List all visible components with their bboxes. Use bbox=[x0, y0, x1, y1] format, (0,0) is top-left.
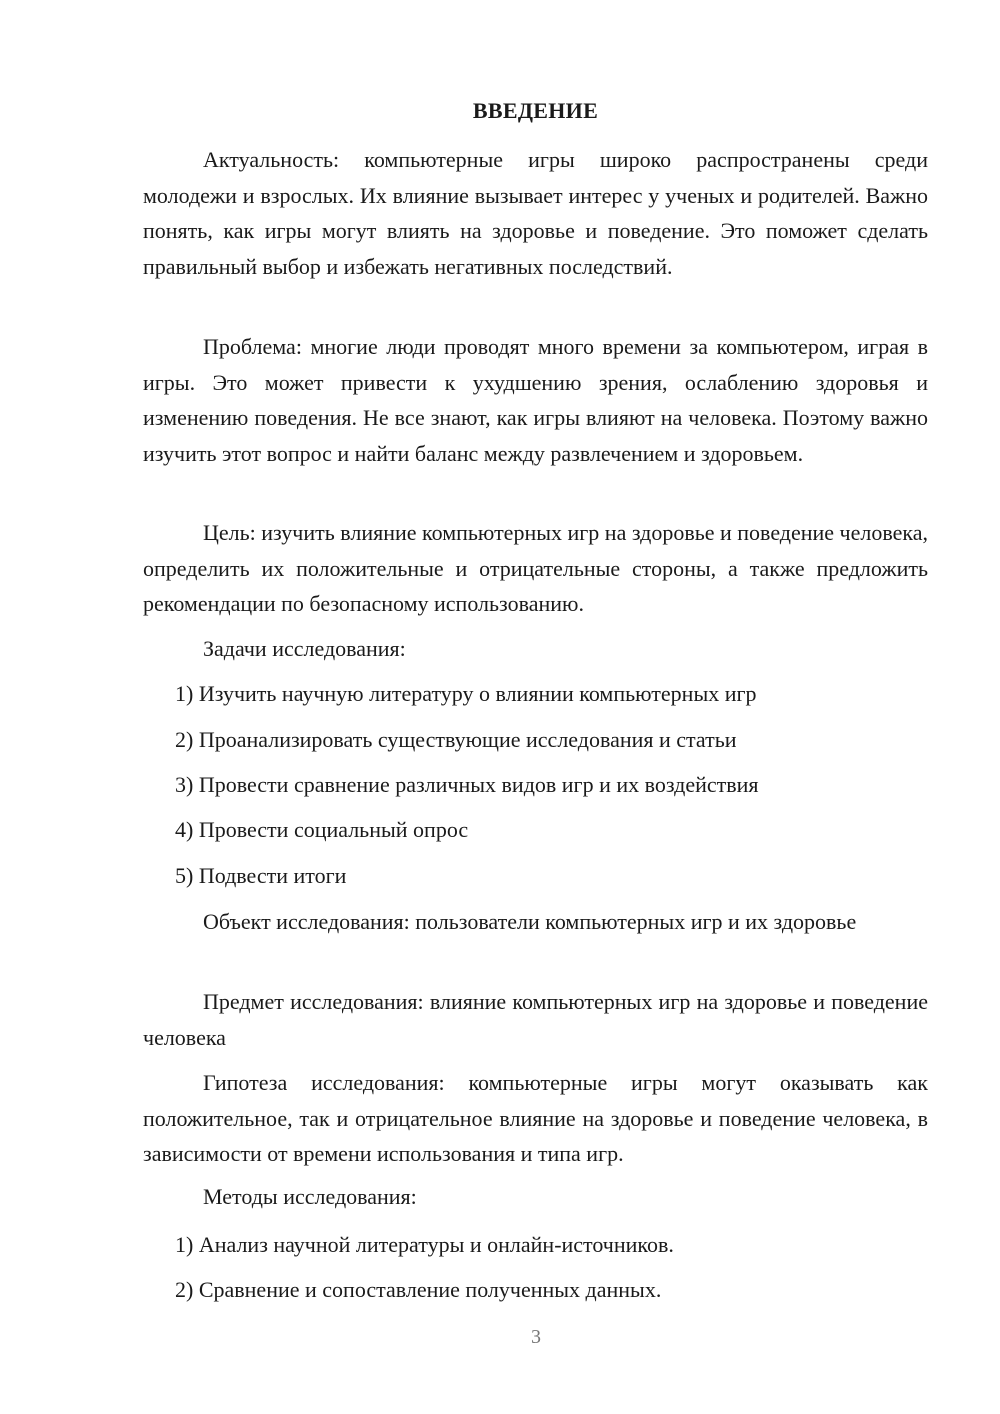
task-item: 5) Подвести итоги bbox=[175, 863, 347, 888]
goal-paragraph: Цель: изучить влияние компьютерных игр на здоровье и поведение человека, определить их положительные и отрицательные стороны, а также предложить рекомендации по безопасному использованию. bbox=[143, 520, 929, 616]
object-paragraph: Объект исследования: пользователи компьютерных игр и их здоровье bbox=[203, 909, 857, 934]
problem-paragraph: Проблема: многие люди проводят много времени за компьютером, играя в игры. Это может привести к ухудшению зрения, ослаблению здоровья и изменению поведения. Не все знают, как игры влияют на человека. Поэтому важно изучить этот вопрос и найти баланс между развлечением и здоровьем. bbox=[143, 334, 928, 466]
tasks-heading: Задачи исследования: bbox=[203, 636, 406, 661]
page-title: ВВЕДЕНИЕ bbox=[472, 98, 599, 123]
page-number: 3 bbox=[531, 1326, 541, 1348]
hypothesis-paragraph: Гипотеза исследования: компьютерные игры могут оказывать как положительное, так и отрицательное влияние на здоровье и поведение человека, в зависимости от времени использования и типа игр. bbox=[143, 1070, 928, 1166]
method-item: 1) Анализ научной литературы и онлайн-источников. bbox=[175, 1232, 674, 1257]
method-item: 2) Сравнение и сопоставление полученных данных. bbox=[175, 1277, 662, 1302]
subject-paragraph: Предмет исследования: влияние компьютерных игр на здоровье и поведение человека bbox=[143, 989, 928, 1050]
task-item: 1) Изучить научную литературу о влиянии компьютерных игр bbox=[175, 681, 757, 706]
task-item: 2) Проанализировать существующие исследования и статьи bbox=[175, 727, 737, 752]
relevance-paragraph: Актуальность: компьютерные игры широко распространены среди молодежи и взрослых. Их влияние вызывает интерес у ученых и родителей. Важно понять, как игры могут влиять на здоровье и поведение. Это поможет сделать правильный выбор и избежать негативных последствий. bbox=[143, 147, 928, 279]
methods-heading: Методы исследования: bbox=[203, 1184, 417, 1209]
task-item: 4) Провести социальный опрос bbox=[175, 817, 469, 842]
task-item: 3) Провести сравнение различных видов игр и их воздействия bbox=[175, 772, 759, 797]
